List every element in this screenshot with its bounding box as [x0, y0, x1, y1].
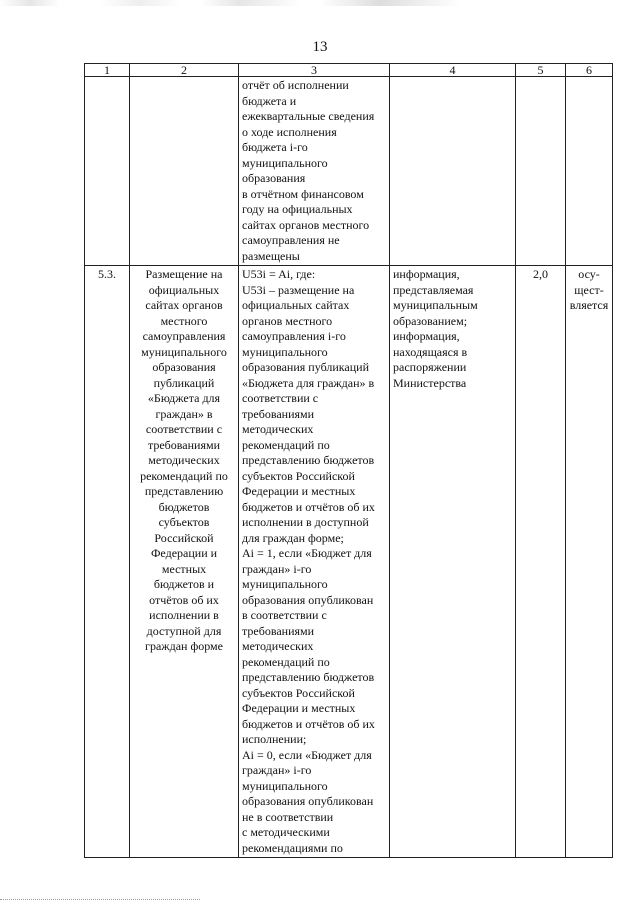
- text-line: U53i – размещение на: [242, 282, 355, 297]
- text-line: «Бюджета для: [147, 391, 221, 405]
- table-row-5-3: [85, 266, 613, 858]
- text-line: требованиями: [147, 437, 221, 452]
- text-line: граждан» i-го: [242, 763, 312, 777]
- text-line: Размещение на: [145, 267, 223, 281]
- weight-cell: 2,0: [516, 266, 566, 858]
- formula-description: [242, 267, 386, 856]
- text-line: отчётов об их: [149, 592, 219, 607]
- text-line: официальных сайтах: [242, 298, 350, 312]
- text-line: бюджета и: [242, 93, 297, 108]
- text-line: граждан» i-го: [242, 561, 312, 576]
- text-line: сайтах органов: [145, 298, 223, 312]
- text-line: представлению бюджетов: [242, 670, 375, 684]
- text-line: образования опубликован: [242, 794, 374, 808]
- text-line: методических: [148, 453, 220, 467]
- text-line: исполнении в: [149, 608, 219, 622]
- text-line: муниципального: [242, 344, 328, 359]
- text-line: доступной для: [146, 623, 222, 638]
- text-line: образования: [242, 171, 306, 185]
- scan-artifact-bottom: [0, 899, 200, 901]
- text-line: не в соответствии: [242, 809, 334, 824]
- text-line: субъектов Российской: [242, 468, 355, 483]
- text-line: официальных: [148, 282, 220, 297]
- text-line: информация,: [393, 329, 460, 343]
- formula-cell: [239, 266, 390, 858]
- cell-continued-col1: [85, 77, 130, 266]
- text-line: местных: [161, 561, 207, 576]
- cell-continued-col5: [516, 77, 566, 266]
- text-line: осу-: [578, 267, 600, 281]
- text-line: бюджетов и: [153, 577, 215, 591]
- table-header-row: [85, 64, 613, 77]
- text-line: муниципального: [242, 155, 328, 170]
- text-line: требованиями: [242, 406, 315, 421]
- text-line: муниципального: [242, 577, 328, 591]
- text-line: бюджетов и отчётов об их: [242, 499, 375, 514]
- header-col-1: 1: [85, 64, 130, 77]
- text-line: Федерации и местных: [242, 484, 356, 498]
- text-line: субъектов Российской: [242, 685, 355, 700]
- text-line: сайтах органов местного: [242, 217, 370, 232]
- text-line: размещены: [242, 248, 300, 263]
- text-line: в отчётном финансовом: [242, 186, 364, 201]
- text-line: представлению: [144, 484, 224, 498]
- text-line: отчёт об исполнении: [242, 78, 349, 92]
- text-line: соответствии с: [242, 391, 319, 405]
- text-line: информация,: [393, 267, 460, 281]
- criteria-table: [84, 63, 613, 858]
- text-line: муниципального: [141, 344, 227, 359]
- cell-continued-col6: [566, 77, 613, 266]
- text-line: муниципальным: [393, 298, 478, 312]
- text-line: рекомендациями по: [242, 840, 343, 855]
- text-line: образования опубликован: [242, 592, 374, 607]
- text-line: рекомендаций по: [140, 468, 228, 483]
- header-col-2: 2: [130, 64, 239, 77]
- text-line: представляемая: [393, 282, 474, 297]
- header-col-6: 6: [566, 64, 613, 77]
- text-line: местного: [160, 313, 208, 328]
- text-line: Федерации и: [150, 546, 218, 560]
- header-col-5: 5: [516, 64, 566, 77]
- text-line: граждан» в: [155, 406, 213, 421]
- text-line: вляется: [569, 298, 609, 312]
- text-line: исполнении в доступной: [242, 515, 369, 529]
- cell-continued-col2: [130, 77, 239, 266]
- criterion-name-cell: [130, 266, 239, 858]
- text-line: образования публикаций: [242, 360, 370, 374]
- page-number: 13: [312, 39, 328, 55]
- text-line: требованиями: [242, 623, 315, 638]
- text-line: исполнении;: [242, 732, 307, 746]
- text-line: муниципального: [242, 778, 328, 793]
- criterion-name: [133, 267, 235, 655]
- text-line: щест-: [574, 282, 604, 297]
- text-line: находящаяся в: [393, 344, 468, 359]
- text-line: соответствии с: [145, 422, 223, 436]
- text-line: субъектов: [158, 515, 210, 529]
- text-line: о ходе исполнения: [242, 124, 337, 139]
- text-line: самоуправления не: [242, 233, 340, 247]
- text-line: публикаций: [153, 375, 215, 390]
- row-number: 5.3.: [85, 266, 130, 858]
- text-line: представлению бюджетов: [242, 453, 375, 467]
- text-line: Ai = 0, если «Бюджет для: [242, 747, 372, 762]
- text-line: бюджетов и отчётов об их: [242, 716, 375, 731]
- text-line: образованием;: [393, 313, 468, 328]
- text-line: Российской: [154, 530, 214, 545]
- text-line: ежеквартальные сведения: [242, 109, 375, 123]
- text-line: «Бюджета для граждан» в: [242, 375, 375, 390]
- text-line: Федерации и местных: [242, 701, 356, 715]
- text-line: самоуправления i-го: [242, 329, 346, 343]
- text-line: Министерства: [393, 375, 467, 390]
- text-line: в соответствии с: [242, 608, 327, 622]
- text-line: самоуправления: [142, 329, 226, 343]
- text-line: рекомендаций по: [242, 437, 330, 452]
- text-line: методических: [242, 639, 314, 653]
- cell-continued-col4: [390, 77, 516, 266]
- text-line: распоряжении: [393, 360, 467, 374]
- header-col-3: 3: [239, 64, 390, 77]
- source-description: [393, 267, 512, 391]
- status-text: [569, 267, 609, 314]
- text-line: образования: [152, 360, 216, 374]
- source-cell: [390, 266, 516, 858]
- text-line: Ai = 1, если «Бюджет для: [242, 546, 372, 560]
- text-line: году на официальных: [242, 202, 353, 216]
- text-line: граждан форме: [145, 639, 223, 653]
- text-line: бюджета i-го: [242, 140, 308, 154]
- text-line: U53i = Ai, где:: [242, 267, 316, 281]
- cell-continued-col3: [239, 77, 390, 266]
- header-col-4: 4: [390, 64, 516, 77]
- text-line: методических: [242, 422, 314, 436]
- text-line: с методическими: [242, 825, 330, 839]
- text-line: бюджетов: [158, 499, 210, 514]
- text-line: рекомендаций по: [242, 654, 330, 669]
- table-row-continued: [85, 77, 613, 266]
- text-line: для граждан форме;: [242, 530, 344, 545]
- text-line: органов местного: [242, 313, 333, 328]
- scan-artifact-top: [0, 0, 640, 6]
- continued-description: [242, 78, 386, 264]
- status-cell: [566, 266, 613, 858]
